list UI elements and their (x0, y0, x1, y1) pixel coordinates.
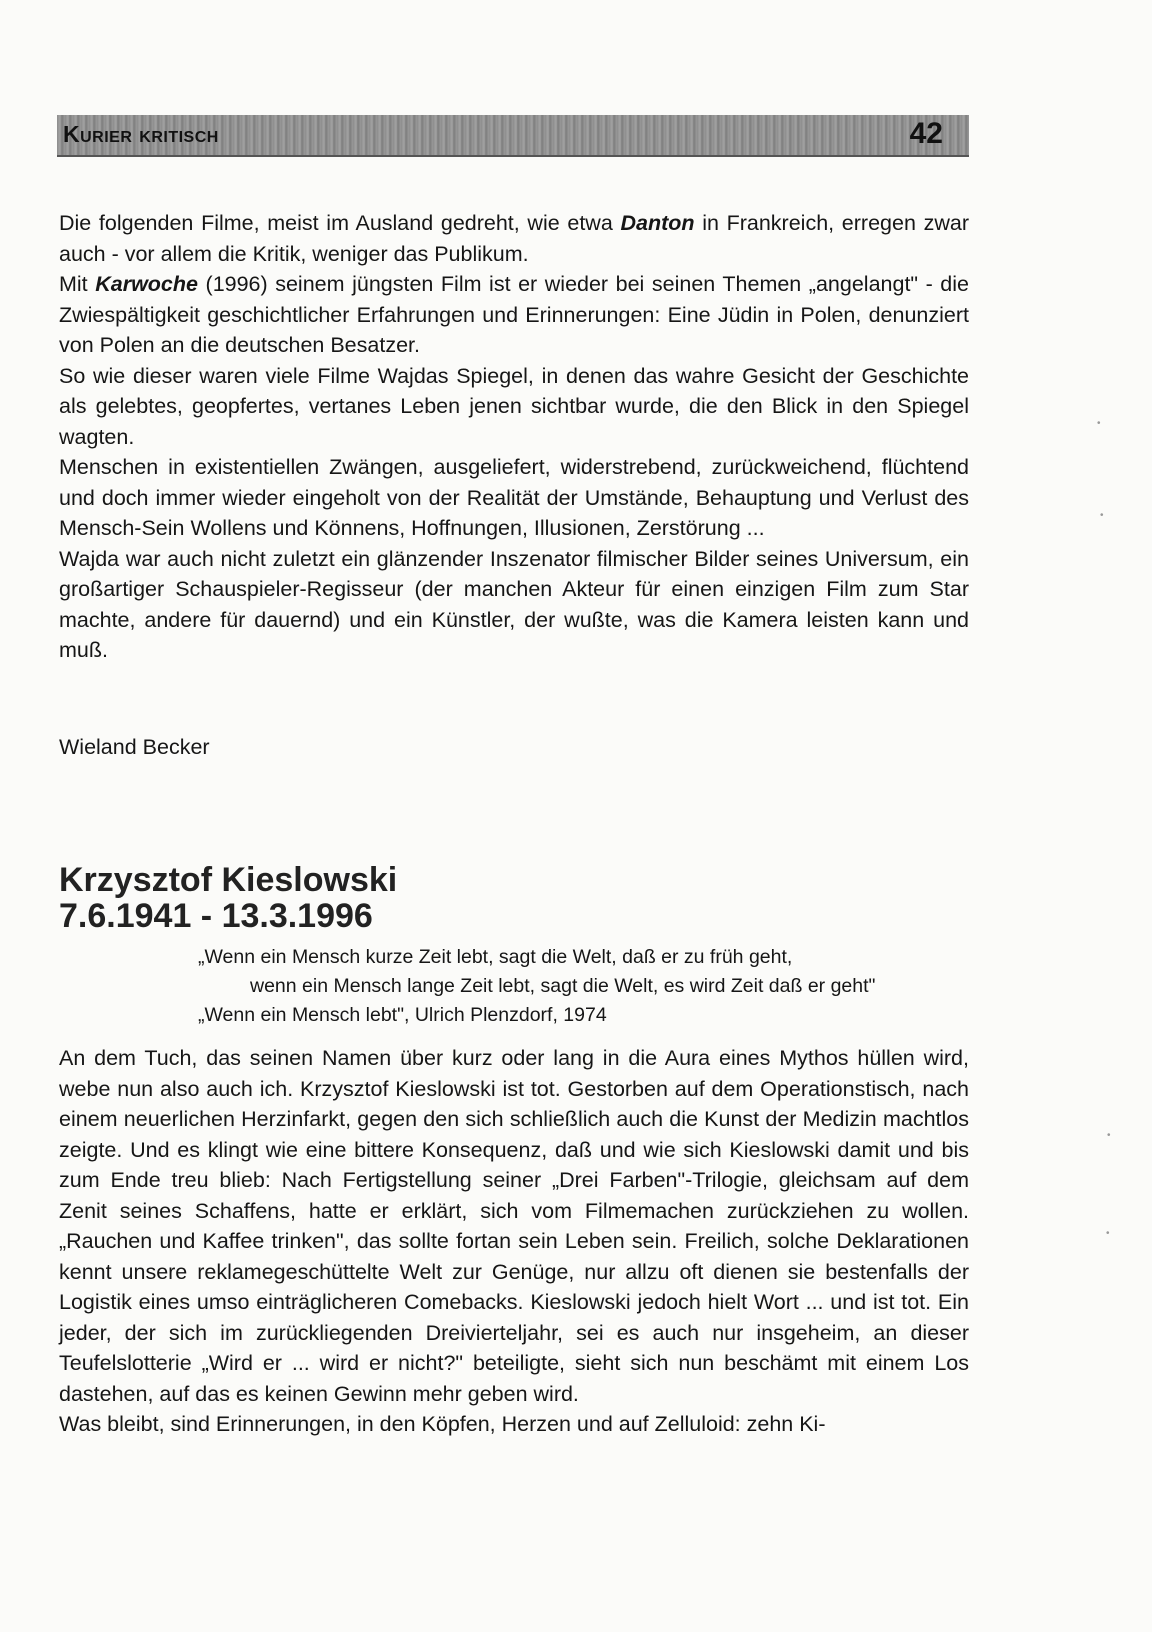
paragraph: Menschen in existentiellen Zwängen, ausgeliefert, widerstrebend, zurückweichend, flüchtend und doch immer wieder eingeholt von der Realität der Umstände, Behauptung und Verlust des Mensch-Sein Wollens und Könnens, Hoffnungen, Illusionen, Zerstörung ... (59, 455, 969, 540)
epigraph (198, 943, 958, 1030)
title-name: Krzysztof Kieslowski (59, 861, 398, 899)
title-dates: 7.6.1941 - 13.3.1996 (59, 897, 373, 935)
scan-speck: • (1100, 510, 1104, 521)
scan-speck: • (1107, 1130, 1111, 1141)
paragraph: Die folgenden Filme, meist im Ausland gedreht, wie etwa Danton in Frankreich, erregen zwar auch - vor allem die Kritik, weniger das Publikum. (59, 211, 969, 266)
paragraph: Wajda war auch nicht zuletzt ein glänzender Inszenator filmischer Bilder seines Universum, ein großartiger Schauspieler-Regisseur (der manchen Akteur für einen einzigen Film zum Star machte, andere für dauernd) und ein Künstler, der wußte, was die Kamera leisten kann und muß. (59, 546, 969, 662)
scan-speck: • (1097, 418, 1101, 429)
paragraph: Mit Karwoche (1996) seinem jüngsten Film ist er wieder bei seinen Themen „angelangt" - die Zwiespältigkeit geschichtlicher Erfahrungen und Erinnerungen: Eine Jüdin in Polen, denunziert von Polen an die deutschen Besatzer. (59, 272, 969, 357)
epigraph-line: „Wenn ein Mensch kurze Zeit lebt, sagt die Welt, daß er zu früh geht, (198, 946, 793, 968)
page-header (57, 115, 969, 157)
paragraph: So wie dieser waren viele Filme Wajdas Spiegel, in denen das wahre Gesicht der Geschichte als gelebtes, geopfertes, vertanes Leben jenen sichtbar wurde, die den Blick in den Spiegel wagten. (59, 363, 969, 449)
epigraph-line: wenn ein Mensch lange Zeit lebt, sagt die Welt, es wird Zeit daß er geht" (250, 975, 876, 997)
section-title: Kurier kritisch (63, 121, 219, 147)
epigraph-source: „Wenn ein Mensch lebt", Ulrich Plenzdorf, 1974 (198, 1004, 607, 1026)
paragraph: An dem Tuch, das seinen Namen über kurz oder lang in die Aura eines Mythos hüllen wird, webe nun also auch ich. Krzysztof Kieslowski ist tot. Gestorben auf dem Operationstisch, nach einem neuerlichen Herzinfarkt, gegen den sich schließlich auch die Kunst der Medizin machtlos zeigte. Und es klingt wie eine bittere Konsequenz, daß und wie sich Kieslowski damit und bis zum Ende treu blieb: Nach Fertigstellung seiner „Drei Farben"-Trilogie, gleichsam auf dem Zenit seines Schaffens, hatte er erklärt, sich vom Filmemachen zurückziehen zu wollen. „Rauchen und Kaffee trinken", das sollte fortan sein Leben sein. Freilich, solche Deklarationen kennt unsere reklamegeschüttelte Welt zur Genüge, nur allzu oft dienen sie bestenfalls der Logistik eines umso einträglicheren Comebacks. Kieslowski jedoch hielt Wort ... und ist tot. Ein jeder, der sich im zurückliegenden Dreivierteljahr, sei es auch nur insgeheim, an dieser Teufelslotterie „Wird er ... wird er nicht?" beteiligte, sieht sich nun beschämt mit einem Los dastehen, auf das es keinen Gewinn mehr geben wird. (59, 1046, 969, 1406)
author-name: Wieland Becker (59, 735, 210, 759)
scan-speck: • (1106, 1228, 1110, 1239)
film-title: Danton (620, 211, 695, 235)
article-title (59, 862, 397, 934)
article-kieslowski-body (59, 1043, 969, 1440)
article-wajda-body (59, 208, 969, 666)
page-number: 42 (909, 117, 943, 150)
paragraph: Was bleibt, sind Erinnerungen, in den Köpfen, Herzen und auf Zelluloid: zehn Ki- (59, 1412, 826, 1436)
film-title: Karwoche (95, 272, 198, 296)
